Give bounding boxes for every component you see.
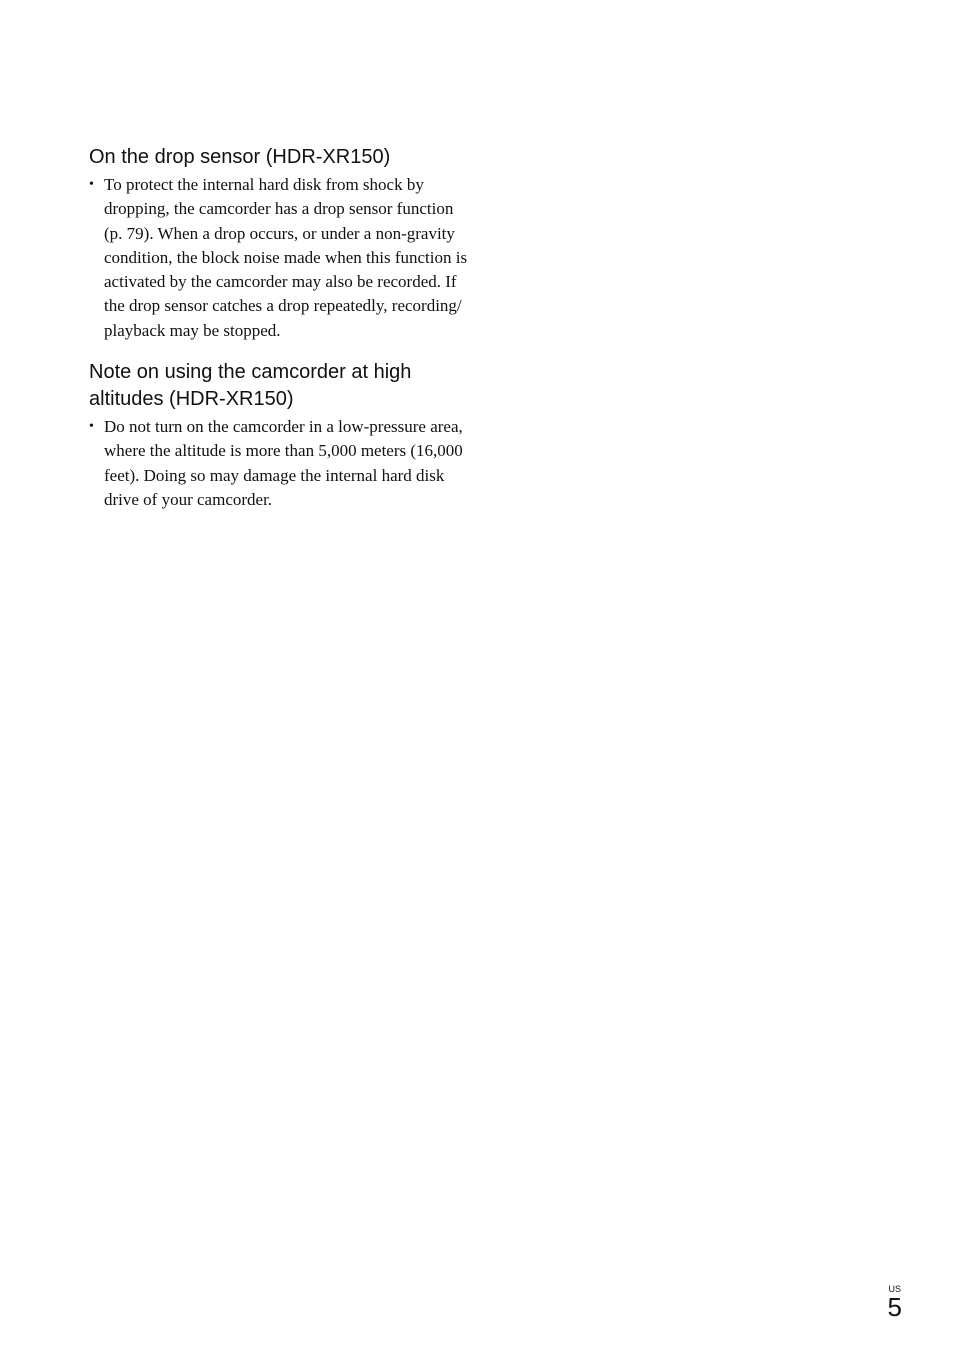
bullet-text: Do not turn on the camcorder in a low-pressure area, where the altitude is more than 5,000 meters (16,000 feet). Doing so may damage the internal hard disk drive of your camcorder.	[104, 417, 463, 509]
region-code: US	[888, 1284, 902, 1294]
bullet-list	[89, 415, 469, 512]
page-number: 5	[887, 1292, 902, 1322]
section-high-altitudes	[89, 359, 469, 512]
bullet-list	[89, 173, 469, 343]
bullet-item	[89, 415, 469, 512]
bullet-icon: •	[89, 177, 94, 192]
main-column	[89, 144, 469, 528]
section-drop-sensor	[89, 144, 469, 343]
bullet-text: To protect the internal hard disk from shock by dropping, the camcorder has a drop sensor function (p. 79). When a drop occurs, or under a non-gravity condition, the block noise made when this function is activated by the camcorder may also be recorded. If the drop sensor catches a drop repeatedly, recording/ playback may be stopped.	[104, 175, 468, 340]
section-heading: On the drop sensor (HDR-XR150)	[89, 146, 391, 168]
bullet-item	[89, 173, 469, 343]
bullet-icon: •	[89, 419, 94, 435]
page-footer	[888, 1284, 902, 1320]
section-heading: Note on using the camcorder at high altitudes (HDR-XR150)	[89, 361, 412, 411]
